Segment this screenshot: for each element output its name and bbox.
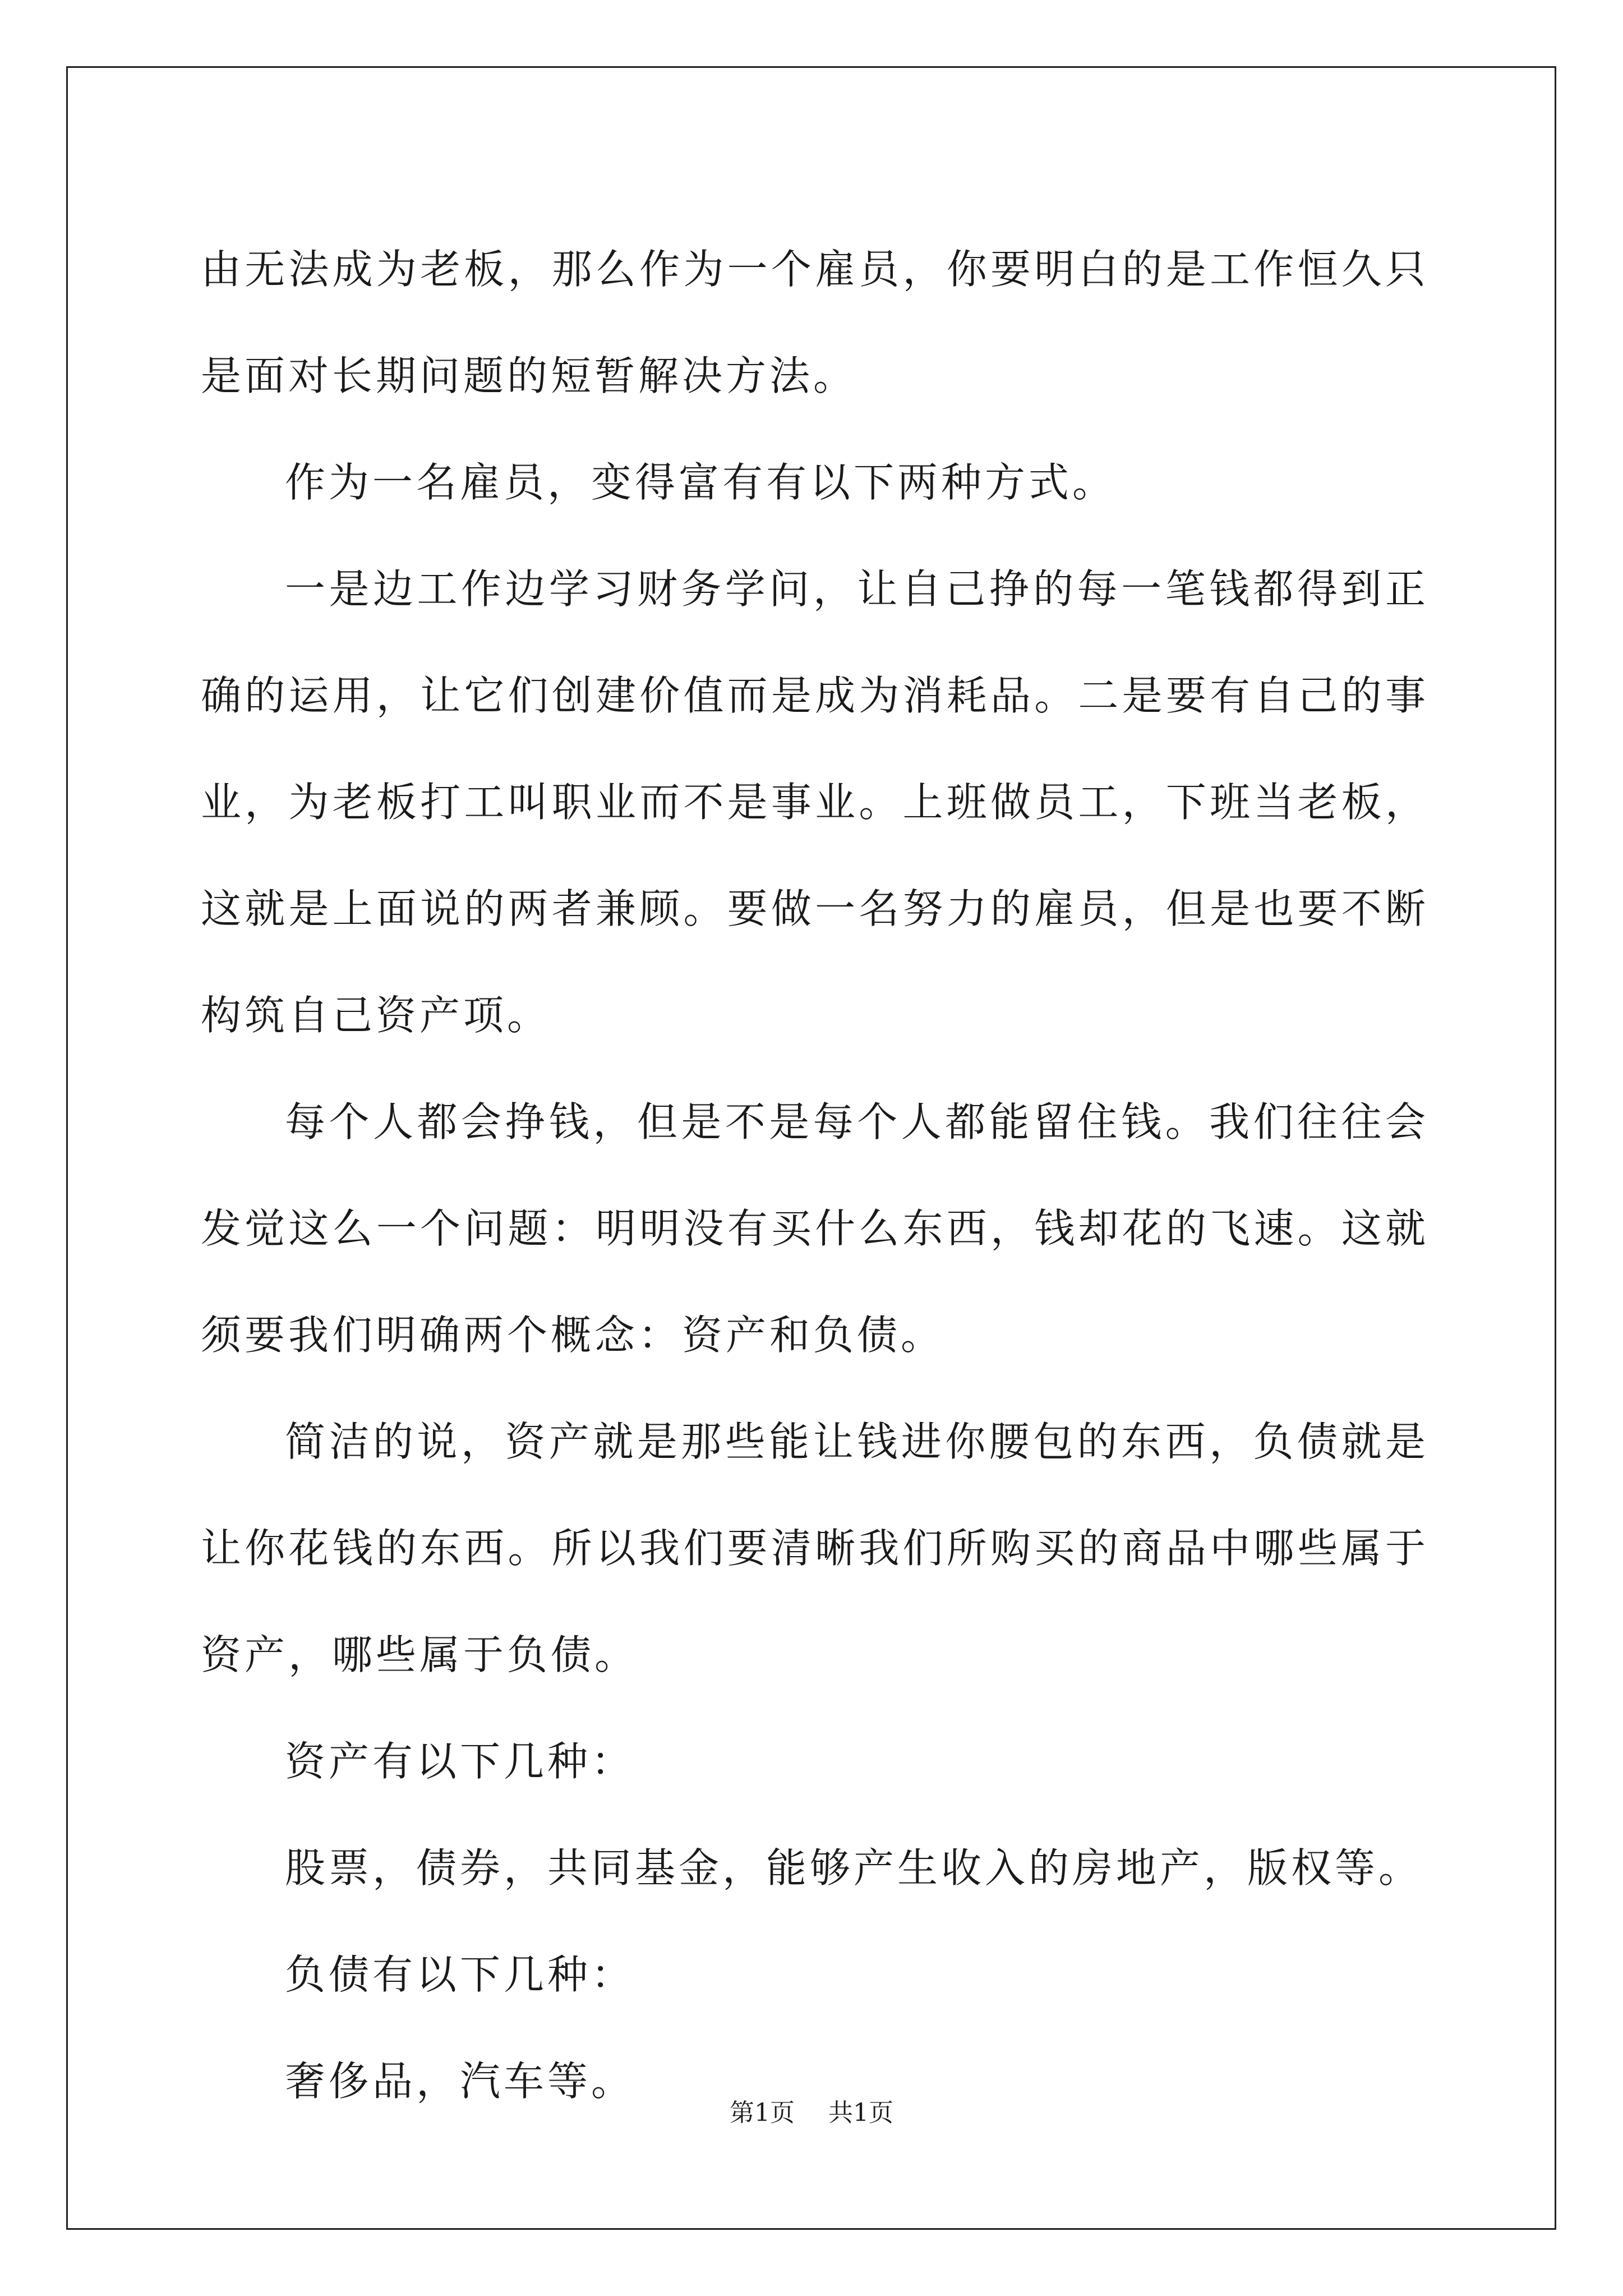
paragraph-3: 一是边工作边学习财务学问，让自己挣的每一笔钱都得到正确的运用，让它们创建价值而是成为消耗品。二是要有自己的事业，为老板打工叫职业而不是事业。上班做员工，下班当老板，这就是上面说的两者兼顾。要做一名努力的雇员，但是也要不断构筑自己资产项。 [201,565,1429,1039]
paragraph-7: 股票，债券，共同基金，能够产生收入的房地产，版权等。 [285,1844,1423,1892]
document-body [201,216,1429,2134]
page-number-current: 第1页 [730,2099,795,2127]
paragraph-6: 资产有以下几种： [285,1738,635,1785]
paragraph-2: 作为一名雇员，变得富有有以下两种方式。 [285,459,1117,506]
paragraph-5: 简洁的说，资产就是那些能让钱进你腰包的东西，负债就是让你花钱的东西。所以我们要清晰我们所购买的商品中哪些属于资产，哪些属于负债。 [201,1418,1429,1678]
page-number-total: 共1页 [828,2099,893,2127]
paragraph-8: 负债有以下几种： [285,1951,635,1998]
paragraph-9: 奢侈品，汽车等。 [285,2058,635,2105]
page-footer [0,2092,1623,2128]
paragraph-1: 由无法成为老板，那么作为一个雇员，你要明白的是工作恒久只是面对长期问题的短暂解决方法。 [201,246,1429,399]
paragraph-4: 每个人都会挣钱，但是不是每个人都能留住钱。我们往往会发觉这么一个问题：明明没有买什么东西，钱却花的飞速。这就须要我们明确两个概念：资产和负债。 [201,1098,1429,1359]
